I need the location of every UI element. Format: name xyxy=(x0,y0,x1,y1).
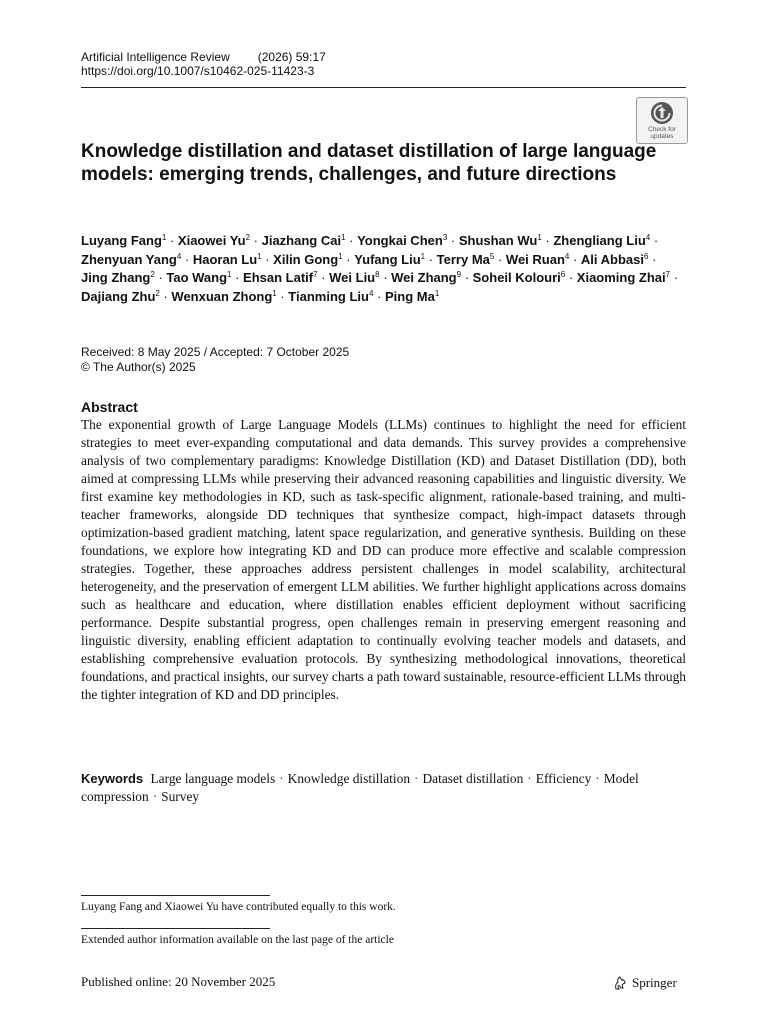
author-name[interactable]: Haoran Lu$^1$ xyxy=(192,251,262,267)
footnote-divider xyxy=(81,928,270,929)
header-divider xyxy=(81,87,686,88)
author-name[interactable]: Xilin Gong$^1$ xyxy=(273,251,343,267)
author-name[interactable]: Terry Ma$^5$ xyxy=(436,251,495,267)
author-name[interactable]: Ping Ma$^1$ xyxy=(384,288,440,304)
author-affiliation: 5 xyxy=(489,251,495,261)
keywords xyxy=(81,770,686,806)
author-affiliation: 1 xyxy=(338,251,343,261)
author-name[interactable]: Yongkai Chen$^3$ xyxy=(357,233,448,248)
keyword: Efficiency xyxy=(535,771,592,786)
author-separator: · xyxy=(342,251,355,267)
author-separator: · xyxy=(181,251,193,267)
author-separator: · xyxy=(379,270,392,286)
keyword-separator: · xyxy=(527,771,532,786)
author-affiliation: 7 xyxy=(313,270,318,280)
author-separator: · xyxy=(345,233,358,248)
author-separator: · xyxy=(650,233,659,248)
author-name[interactable]: Jiazhang Cai$^1$ xyxy=(261,233,346,248)
paper-title: Knowledge distillation and dataset distillation of large language models: emerging trends, challenges, and future directions xyxy=(81,141,657,185)
author-affiliation: 3 xyxy=(442,233,448,242)
author-affiliation: 6 xyxy=(644,251,649,261)
author-separator: · xyxy=(250,233,262,248)
author-affiliation: 7 xyxy=(665,270,671,280)
author-name[interactable]: Ali Abbasi$^6$ xyxy=(580,251,649,267)
author-name[interactable]: Luyang Fang$^1$ xyxy=(81,233,167,248)
author-name[interactable]: Dajiang Zhu$^2$ xyxy=(81,288,160,304)
publisher-logo xyxy=(612,975,677,991)
doi-link[interactable]: https://doi.org/10.1007/s10462-025-11423-3 xyxy=(81,64,315,78)
received-accepted-dates: Received: 8 May 2025 / Accepted: 7 October 2025 xyxy=(81,345,350,359)
author-affiliation: 4 xyxy=(564,251,570,261)
author-affiliation: 4 xyxy=(645,233,651,242)
author-affiliation: 8 xyxy=(375,270,380,280)
author-name[interactable]: Tianming Liu$^4$ xyxy=(288,288,374,304)
author-name[interactable]: Ehsan Latif$^7$ xyxy=(243,270,318,286)
author-name[interactable]: Jing Zhang$^2$ xyxy=(81,270,155,286)
author-separator: · xyxy=(261,251,274,267)
author-affiliation: 1 xyxy=(227,270,232,280)
author-name[interactable]: Yufang Liu$^1$ xyxy=(354,251,426,267)
keyword-separator: · xyxy=(595,771,600,786)
author-name[interactable]: Wenxuan Zhong$^1$ xyxy=(171,288,277,304)
keyword: Dataset distillation xyxy=(422,771,524,786)
author-name[interactable]: Zhenyuan Yang$^4$ xyxy=(81,251,182,267)
publisher-name: Springer xyxy=(632,975,677,990)
journal-volume: (2026) 59:17 xyxy=(257,50,326,64)
footnote-equal-contribution: Luyang Fang and Xiaowei Yu have contributed equally to this work. xyxy=(81,901,396,913)
author-affiliation: 1 xyxy=(341,233,346,242)
journal-name: Artificial Intelligence Review xyxy=(81,50,230,64)
author-affiliation: 2 xyxy=(155,288,160,298)
author-separator: · xyxy=(166,233,178,248)
author-name[interactable]: Xiaoming Zhai$^7$ xyxy=(576,270,671,286)
author-affiliation: 1 xyxy=(257,251,262,261)
author-separator: · xyxy=(494,251,506,267)
check-for-updates-badge[interactable] xyxy=(636,97,688,144)
author-name[interactable]: Wei Ruan$^4$ xyxy=(505,251,570,267)
keyword: Survey xyxy=(161,789,200,804)
keyword-separator: · xyxy=(152,789,158,804)
springer-horse-icon xyxy=(612,975,628,991)
footnote-divider xyxy=(81,895,270,896)
author-affiliation: 9 xyxy=(456,270,462,280)
author-name[interactable]: Soheil Kolouri$^6$ xyxy=(472,270,566,286)
author-separator: · xyxy=(569,251,581,267)
author-affiliation: 6 xyxy=(560,270,566,280)
author-separator: · xyxy=(276,288,289,304)
author-separator: · xyxy=(541,233,554,248)
keyword: Knowledge distillation xyxy=(287,771,411,786)
author-separator: · xyxy=(231,270,244,286)
footnote-extended-info: Extended author information available on the last page of the article xyxy=(81,934,394,946)
author-name[interactable]: Wei Liu$^8$ xyxy=(329,270,380,286)
keyword-separator: · xyxy=(414,771,419,786)
author-separator: · xyxy=(425,251,437,267)
author-separator: · xyxy=(648,251,657,267)
author-separator: · xyxy=(159,288,172,304)
author-separator: · xyxy=(154,270,167,286)
author-separator: · xyxy=(670,270,679,286)
author-affiliation: 1 xyxy=(161,233,167,242)
author-affiliation: 4 xyxy=(368,288,374,298)
abstract-text: The exponential growth of Large Language Models (LLMs) continues to highlight the need for efficient strategies to meet ever-expanding computational and data demands. This survey provides a comprehensive analysis of two complementary paradigms: Knowledge Distillation (KD) and Dataset Distillation (DD), both aimed at compressing LLMs while preserving their advanced reasoning capabilities and linguistic diversity. We first examine key methodologies in KD, such as task-specific alignment, rationale-based training, and multi-teacher frameworks, alongside DD techniques that synthesize compact, high-impact datasets through optimization-based gradient matching, latent space regularization, and generative synthesis. Building on these foundations, we explore how integrating KD and DD can produce more effective and scalable compression strategies. Together, these approaches address persistent challenges in model scalability, architectural heterogeneity, and the preservation of emergent LLM abilities. We further highlight applications across domains such as healthcare and education, where distillation enables efficient deployment without sacrificing performance. Despite substantial progress, open challenges remain in preserving emergent reasoning and linguistic diversity, enabling efficient adaptation to continually evolving teacher models and datasets, and establishing comprehensive evaluation protocols. By synthesizing methodological innovations, theoretical foundations, and practical insights, our survey charts a path toward sustainable, resource-efficient LLMs through the tighter integration of KD and DD principles. xyxy=(81,417,686,702)
check-for-updates-icon xyxy=(650,101,674,125)
journal-line xyxy=(81,50,326,65)
author-name[interactable]: Tao Wang$^1$ xyxy=(166,270,232,286)
author-affiliation: 1 xyxy=(434,288,440,298)
author-affiliation: 1 xyxy=(272,288,277,298)
author-affiliation: 1 xyxy=(420,251,426,261)
badge-label: Check for updates xyxy=(648,126,676,140)
author-affiliation: 4 xyxy=(176,251,182,261)
author-separator: · xyxy=(565,270,577,286)
keyword: Large language models xyxy=(150,771,276,786)
author-name[interactable]: Wei Zhang$^9$ xyxy=(391,270,462,286)
keywords-label: Keywords xyxy=(81,771,144,786)
author-name[interactable]: Xiaowei Yu$^2$ xyxy=(177,233,251,248)
copyright-notice: © The Author(s) 2025 xyxy=(81,360,196,374)
author-name[interactable]: Zhengliang Liu$^4$ xyxy=(553,233,651,248)
author-separator: · xyxy=(447,233,459,248)
abstract-heading: Abstract xyxy=(81,399,138,415)
keyword: Model compression xyxy=(81,771,639,804)
author-separator: · xyxy=(317,270,330,286)
keyword-separator: · xyxy=(279,771,284,786)
author-name[interactable]: Shushan Wu$^1$ xyxy=(458,233,542,248)
published-online-date: Published online: 20 November 2025 xyxy=(81,974,276,989)
author-separator: · xyxy=(373,288,385,304)
author-list xyxy=(81,232,693,306)
author-affiliation: 2 xyxy=(245,233,251,242)
author-affiliation: 2 xyxy=(150,270,155,280)
author-separator: · xyxy=(461,270,473,286)
author-affiliation: 1 xyxy=(537,233,542,242)
